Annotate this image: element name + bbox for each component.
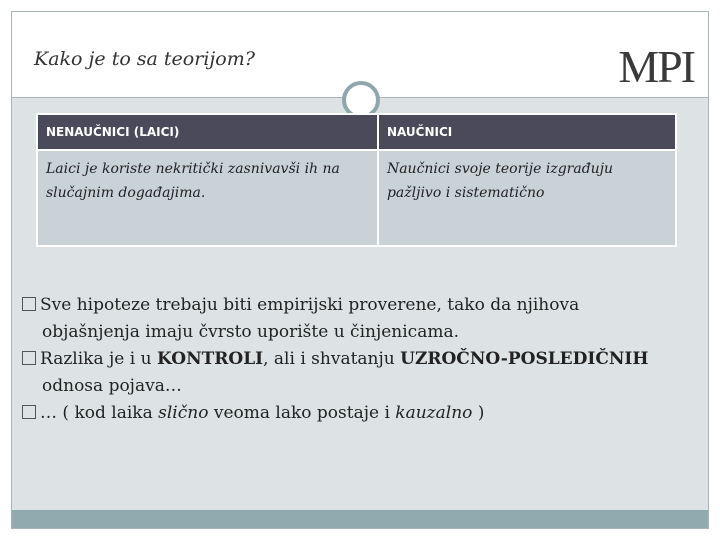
bullet-list [22, 292, 682, 427]
bullet-box-icon [22, 351, 36, 365]
bullet-italic: kauzalno [395, 403, 473, 423]
bullet-item [22, 346, 682, 400]
table-header-row [37, 114, 676, 150]
table-cell-naucnici: Naučnici svoje teorije izgrađuju pažljivo i sistematično [378, 150, 676, 246]
bullet-item [22, 400, 682, 427]
slide [11, 11, 709, 529]
bullet-item [22, 292, 682, 346]
table-header-laici: NENAUČNICI (LAICI) [37, 114, 378, 150]
table-cell-laici: Laici je koriste nekritički zasnivavši ih na slučajnim događajima. [37, 150, 378, 246]
bullet-text: ) [472, 403, 485, 423]
slide-footer-band [12, 510, 708, 528]
table-row [37, 150, 676, 246]
bullet-text: veoma lako postaje i [208, 403, 396, 423]
bullet-emphasis: KONTROLI [156, 349, 264, 369]
bullet-emphasis: UZROČNO-POSLEDIČNIH [400, 349, 649, 369]
bullet-text: Razlika je i u [40, 349, 157, 369]
mpi-logo: MPI [618, 41, 694, 92]
bullet-box-icon [22, 405, 36, 419]
table-header-naucnici: NAUČNICI [378, 114, 676, 150]
bullet-text: odnosa pojava… [42, 376, 182, 396]
bullet-text: , ali i shvatanju [263, 349, 401, 369]
bullet-text: … ( kod laika [40, 403, 159, 423]
comparison-table [36, 113, 677, 247]
bullet-box-icon [22, 297, 36, 311]
bullet-text: Sve hipoteze trebaju biti empirijski proverene, tako da njihova objašnjenja imaju čvrsto uporište u činjenicama. [40, 295, 580, 342]
bullet-italic: slično [158, 403, 209, 423]
slide-title: Kako je to sa teorijom? [34, 48, 255, 70]
